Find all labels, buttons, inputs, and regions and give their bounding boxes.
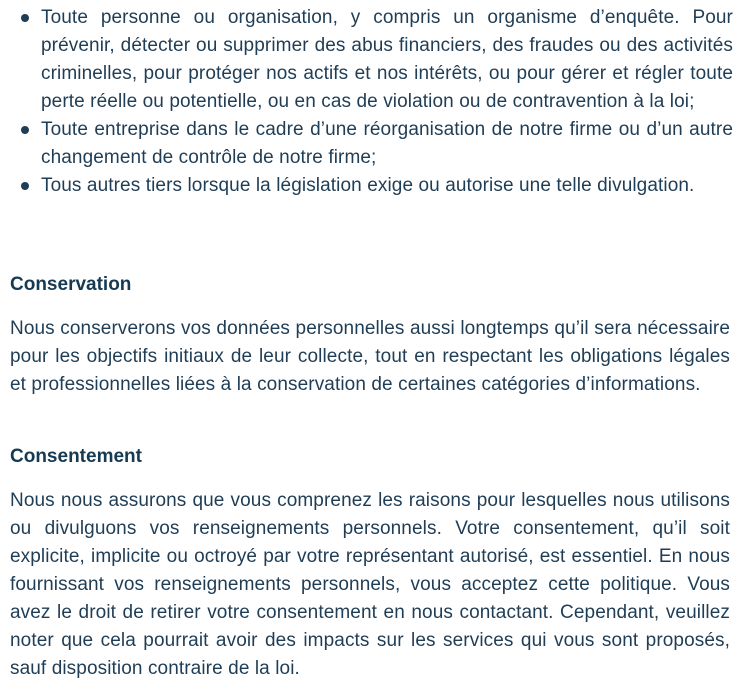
bullet-icon (21, 182, 29, 190)
conservation-heading: Conservation (10, 274, 132, 295)
list-item (0, 172, 733, 200)
disclosure-recipients-list (0, 4, 733, 200)
list-item-text: Toute entreprise dans le cadre d’une réorganisation de notre firme ou d’un autre changement de contrôle de notre firme; (41, 119, 733, 168)
conservation-paragraph: Nous conserverons vos données personnelles aussi longtemps qu’il sera nécessaire pour les objectifs initiaux de leur collecte, tout en respectant les obligations légales et professionnelles liées à la conservation de certaines catégories d’informations. (10, 318, 730, 395)
list-item-text: Toute personne ou organisation, y compris un organisme d’enquête. Pour prévenir, détecter ou supprimer des abus financiers, des fraudes ou des activités criminelles, pour protéger nos actifs et nos intérêts, ou pour gérer et régler toute perte réelle ou potentielle, ou en cas de violation ou de contravention à la loi; (41, 7, 733, 112)
list-item (0, 116, 733, 172)
consentement-paragraph: Nous nous assurons que vous comprenez les raisons pour lesquelles nous utilisons ou divulguons vos renseignements personnels. Votre consentement, qu’il soit explicite, implicite ou octroyé par votre représentant autorisé, est essentiel. En nous fournissant vos renseignements personnels, vous acceptez cette politique. Vous avez le droit de retirer votre consentement en nous contactant. Cependant, veuillez noter que cela pourrait avoir des impacts sur les services qui vous sont proposés, sauf disposition contraire de la loi. (10, 490, 730, 679)
bullet-icon (21, 14, 29, 22)
consentement-heading: Consentement (10, 446, 142, 467)
list-item (0, 4, 733, 116)
list-item-text: Tous autres tiers lorsque la législation exige ou autorise une telle divulgation. (41, 175, 695, 196)
bullet-icon (21, 126, 29, 134)
